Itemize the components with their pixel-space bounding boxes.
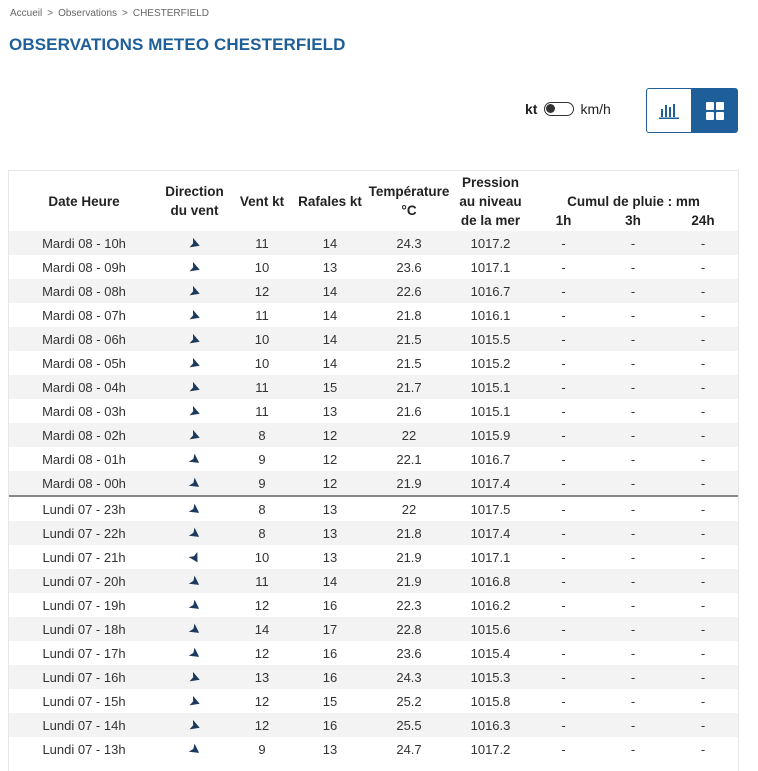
wind-direction-arrow-icon — [188, 333, 202, 347]
header-gusts: Rafales kt — [298, 193, 362, 209]
header-temperature — [366, 171, 452, 231]
breadcrumb-observations-link[interactable]: Observations — [58, 8, 118, 19]
cell-rain-24h: - — [700, 549, 706, 565]
wind-direction-arrow-icon — [188, 309, 202, 323]
header-pressure — [452, 171, 529, 231]
cell-wind: 10 — [230, 327, 294, 351]
cell-gusts: 12 — [322, 451, 338, 467]
table-row — [9, 641, 738, 665]
wind-direction-arrow-icon — [188, 599, 202, 613]
cell-rain-24h: - — [700, 451, 706, 467]
unit-kmh-label[interactable]: km/h — [580, 101, 611, 117]
cell-temperature: 21.5 — [366, 327, 452, 351]
cell-date: Mardi 08 - 09h — [42, 259, 126, 275]
header-direction-line1: Direction — [165, 184, 224, 199]
cell-direction — [159, 471, 230, 496]
cell-date: Mardi 08 - 10h — [9, 231, 159, 255]
cell-date: Lundi 07 - 20h — [9, 569, 159, 593]
header-rain-group: Cumul de pluie : mm — [567, 194, 700, 209]
cell-date: Lundi 07 - 18h — [9, 617, 159, 641]
cell-direction — [159, 496, 230, 521]
cell-direction — [159, 641, 230, 665]
cell-date: Mardi 08 - 01h — [42, 451, 126, 467]
cell-pressure: 1015.8 — [470, 693, 511, 709]
header-pressure-line1: Pression — [461, 174, 520, 190]
cell-gusts: 13 — [322, 549, 338, 565]
cell-gusts: 12 — [294, 423, 366, 447]
cell-pressure: 1015.1 — [470, 403, 511, 419]
table-row — [9, 593, 738, 617]
cell-wind: 9 — [258, 451, 266, 467]
cell-temperature: 22.1 — [396, 451, 422, 467]
cell-pressure: 1016.2 — [470, 597, 511, 613]
cell-rain-1h: - — [529, 521, 598, 545]
cell-direction — [159, 617, 230, 641]
cell-rain-1h: - — [561, 549, 566, 565]
table-row — [9, 351, 738, 375]
wind-direction-arrow-icon — [188, 429, 202, 443]
cell-direction — [159, 303, 230, 327]
header-wind: Vent kt — [239, 193, 285, 209]
cell-gusts: 14 — [294, 279, 366, 303]
wind-direction-arrow-icon — [188, 551, 202, 565]
cell-direction — [159, 689, 230, 713]
cell-rain-1h: - — [561, 403, 566, 419]
cell-temperature: 22.6 — [366, 279, 452, 303]
cell-wind: 10 — [254, 259, 270, 275]
wind-direction-arrow-icon — [188, 527, 202, 541]
cell-wind: 12 — [254, 645, 270, 661]
cell-rain-1h: - — [561, 307, 566, 323]
cell-rain-1h: - — [561, 355, 566, 371]
cell-pressure: 1015.6 — [452, 617, 529, 641]
cell-direction — [159, 423, 230, 447]
cell-rain-24h: - — [668, 496, 738, 521]
cell-rain-24h: - — [668, 279, 738, 303]
cell-temperature: 23.6 — [396, 645, 422, 661]
cell-rain-24h: - — [668, 617, 738, 641]
cell-pressure: 1015.5 — [452, 327, 529, 351]
wind-direction-arrow-icon — [188, 357, 202, 371]
cell-rain-1h: - — [529, 617, 598, 641]
cell-pressure: 1015.4 — [470, 645, 511, 661]
cell-pressure: 1015.1 — [452, 375, 529, 399]
cell-rain-3h: - — [598, 471, 668, 496]
cell-temperature: 22.3 — [396, 597, 422, 613]
cell-rain-3h: - — [598, 279, 668, 303]
cell-date: Lundi 07 - 19h — [42, 597, 126, 613]
table-row — [9, 521, 738, 545]
cell-date: Lundi 07 - 21h — [42, 549, 126, 565]
cell-gusts: 15 — [294, 375, 366, 399]
unit-kt-label[interactable]: kt — [525, 101, 538, 117]
breadcrumb-separator: > — [122, 8, 128, 19]
cell-gusts: 13 — [294, 521, 366, 545]
cell-rain-1h: - — [529, 665, 598, 689]
cell-rain-24h: - — [668, 665, 738, 689]
cell-rain-3h: - — [630, 741, 636, 757]
unit-toggle — [525, 101, 611, 117]
cell-date: Mardi 08 - 00h — [9, 471, 159, 496]
header-pressure-line2: au niveau — [459, 193, 522, 209]
cell-direction — [159, 351, 230, 375]
cell-temperature: 21.8 — [396, 307, 422, 323]
page-title: OBSERVATIONS METEO CHESTERFIELD — [9, 35, 346, 54]
cell-temperature: 21.7 — [366, 375, 452, 399]
cell-temperature: 25.5 — [366, 713, 452, 737]
cell-rain-24h: - — [668, 375, 738, 399]
observations-table — [9, 171, 738, 761]
cell-rain-24h: - — [668, 327, 738, 351]
cell-direction — [159, 545, 230, 569]
header-direction — [159, 171, 230, 231]
cell-rain-24h: - — [668, 231, 738, 255]
cell-gusts: 14 — [322, 355, 338, 371]
cell-direction — [159, 593, 230, 617]
cell-rain-3h: - — [598, 375, 668, 399]
cell-temperature: 23.6 — [396, 259, 422, 275]
cell-direction — [159, 255, 230, 279]
cell-rain-1h: - — [529, 713, 598, 737]
cell-gusts: 15 — [322, 693, 338, 709]
cell-date: Mardi 08 - 02h — [9, 423, 159, 447]
cell-gusts: 17 — [294, 617, 366, 641]
wind-direction-arrow-icon — [188, 647, 202, 661]
table-row — [9, 665, 738, 689]
wind-direction-arrow-icon — [188, 453, 202, 467]
cell-temperature: 21.5 — [396, 355, 422, 371]
cell-pressure: 1017.2 — [452, 231, 529, 255]
cell-direction — [159, 737, 230, 761]
cell-wind: 11 — [230, 569, 294, 593]
cell-direction — [159, 375, 230, 399]
cell-rain-24h: - — [700, 403, 706, 419]
table-row — [9, 303, 738, 327]
cell-pressure: 1017.5 — [452, 496, 529, 521]
cell-direction — [159, 713, 230, 737]
cell-wind: 11 — [230, 231, 294, 255]
cell-rain-24h: - — [668, 569, 738, 593]
cell-gusts: 16 — [322, 597, 338, 613]
cell-pressure: 1016.7 — [452, 279, 529, 303]
cell-wind: 8 — [230, 423, 294, 447]
cell-temperature: 21.9 — [366, 569, 452, 593]
cell-temperature: 24.7 — [396, 741, 422, 757]
cell-rain-3h: - — [630, 355, 636, 371]
cell-direction — [159, 447, 230, 471]
unit-switch[interactable] — [544, 102, 574, 116]
switch-knob — [546, 104, 555, 113]
cell-rain-24h: - — [668, 521, 738, 545]
cell-direction — [159, 327, 230, 351]
cell-pressure: 1017.4 — [452, 471, 529, 496]
cell-rain-24h: - — [700, 259, 706, 275]
cell-pressure: 1016.3 — [452, 713, 529, 737]
cell-rain-24h: - — [700, 307, 706, 323]
cell-date: Lundi 07 - 14h — [9, 713, 159, 737]
wind-direction-arrow-icon — [188, 237, 202, 251]
cell-rain-1h: - — [561, 741, 566, 757]
header-direction-line2: du vent — [170, 203, 219, 218]
cell-rain-3h: - — [598, 665, 668, 689]
cell-temperature: 21.9 — [396, 549, 422, 565]
cell-gusts: 13 — [322, 741, 338, 757]
cell-rain-1h: - — [561, 451, 566, 467]
cell-gusts: 13 — [294, 496, 366, 521]
cell-rain-24h: - — [668, 713, 738, 737]
cell-rain-1h: - — [529, 279, 598, 303]
cell-gusts: 16 — [322, 645, 338, 661]
cell-direction — [159, 521, 230, 545]
cell-wind: 12 — [254, 597, 270, 613]
cell-date: Lundi 07 - 13h — [42, 741, 126, 757]
cell-wind: 10 — [254, 355, 270, 371]
cell-wind: 12 — [230, 279, 294, 303]
cell-wind: 9 — [230, 471, 294, 496]
cell-direction — [159, 231, 230, 255]
cell-gusts: 14 — [294, 231, 366, 255]
wind-direction-arrow-icon — [188, 285, 202, 299]
cell-date: Lundi 07 - 17h — [42, 645, 126, 661]
cell-gusts: 13 — [322, 403, 338, 419]
cell-date: Mardi 08 - 05h — [42, 355, 126, 371]
chart-view-button[interactable] — [646, 88, 692, 133]
cell-temperature: 24.3 — [366, 665, 452, 689]
cell-pressure: 1017.1 — [470, 549, 511, 565]
observations-table-body — [9, 231, 738, 761]
cell-pressure: 1017.1 — [470, 259, 511, 275]
table-row — [9, 713, 738, 737]
cell-rain-24h: - — [668, 423, 738, 447]
header-pressure-line3: de la mer — [460, 212, 521, 228]
cell-wind: 14 — [230, 617, 294, 641]
cell-wind: 8 — [230, 521, 294, 545]
table-row — [9, 569, 738, 593]
cell-date: Lundi 07 - 23h — [9, 496, 159, 521]
cell-rain-3h: - — [598, 327, 668, 351]
grid-icon — [705, 101, 725, 121]
table-row — [9, 279, 738, 303]
cell-wind: 13 — [230, 665, 294, 689]
bar-chart-icon — [658, 102, 680, 120]
cell-pressure: 1015.2 — [470, 355, 511, 371]
table-row — [9, 496, 738, 521]
cell-gusts: 13 — [322, 259, 338, 275]
cell-rain-3h: - — [630, 451, 636, 467]
cell-wind: 10 — [254, 549, 270, 565]
cell-rain-24h: - — [700, 355, 706, 371]
cell-wind: 11 — [230, 375, 294, 399]
cell-rain-24h: - — [700, 597, 706, 613]
table-row — [9, 375, 738, 399]
cell-rain-24h: - — [700, 693, 706, 709]
table-row — [9, 447, 738, 471]
view-switcher — [646, 88, 738, 133]
header-rain-24h: 24h — [691, 213, 715, 228]
cell-rain-3h: - — [598, 569, 668, 593]
cell-rain-3h: - — [630, 403, 636, 419]
cell-rain-1h: - — [529, 496, 598, 521]
cell-gusts: 16 — [294, 713, 366, 737]
wind-direction-arrow-icon — [188, 503, 202, 517]
wind-direction-arrow-icon — [188, 477, 202, 491]
cell-temperature: 22.8 — [366, 617, 452, 641]
table-row — [9, 231, 738, 255]
cell-rain-3h: - — [630, 645, 636, 661]
cell-date: Mardi 08 - 08h — [9, 279, 159, 303]
cell-wind: 12 — [230, 713, 294, 737]
cell-rain-3h: - — [598, 423, 668, 447]
cell-date: Lundi 07 - 16h — [9, 665, 159, 689]
breadcrumb — [10, 8, 209, 19]
cell-temperature: 21.6 — [396, 403, 422, 419]
breadcrumb-home-link[interactable]: Accueil — [10, 8, 43, 19]
cell-direction — [159, 279, 230, 303]
table-row — [9, 471, 738, 496]
cell-gusts: 14 — [294, 327, 366, 351]
cell-gusts: 12 — [294, 471, 366, 496]
cell-wind: 12 — [254, 693, 270, 709]
cell-rain-1h: - — [561, 693, 566, 709]
table-row — [9, 737, 738, 761]
cell-pressure: 1016.7 — [470, 451, 511, 467]
cell-rain-3h: - — [598, 521, 668, 545]
cell-rain-24h: - — [668, 471, 738, 496]
cell-rain-1h: - — [529, 231, 598, 255]
wind-direction-arrow-icon — [188, 719, 202, 733]
wind-direction-arrow-icon — [188, 671, 202, 685]
cell-temperature: 21.9 — [366, 471, 452, 496]
cell-rain-3h: - — [598, 496, 668, 521]
cell-date: Lundi 07 - 15h — [42, 693, 126, 709]
cell-pressure: 1015.9 — [452, 423, 529, 447]
cell-date: Mardi 08 - 04h — [9, 375, 159, 399]
wind-direction-arrow-icon — [188, 261, 202, 275]
cell-date: Lundi 07 - 22h — [9, 521, 159, 545]
header-date: Date Heure — [48, 193, 120, 209]
wind-direction-arrow-icon — [188, 623, 202, 637]
table-row — [9, 327, 738, 351]
table-row — [9, 399, 738, 423]
breadcrumb-current: CHESTERFIELD — [132, 8, 209, 19]
cell-rain-1h: - — [529, 375, 598, 399]
cell-wind: 9 — [258, 741, 266, 757]
observations-table-container — [8, 170, 739, 771]
cell-gusts: 14 — [294, 569, 366, 593]
cell-pressure: 1016.1 — [470, 307, 511, 323]
header-rain-3h: 3h — [625, 213, 641, 228]
table-row — [9, 545, 738, 569]
cell-rain-24h: - — [700, 741, 706, 757]
cell-pressure: 1015.3 — [452, 665, 529, 689]
cell-wind: 11 — [255, 307, 269, 323]
cell-pressure: 1016.8 — [452, 569, 529, 593]
header-rain-1h: 1h — [555, 213, 572, 228]
cell-rain-3h: - — [598, 617, 668, 641]
wind-direction-arrow-icon — [188, 575, 202, 589]
cell-temperature: 25.2 — [396, 693, 422, 709]
cell-temperature: 22 — [366, 423, 452, 447]
cell-direction — [159, 399, 230, 423]
header-temperature-line1: Température — [368, 184, 450, 199]
cell-gusts: 16 — [294, 665, 366, 689]
wind-direction-arrow-icon — [188, 381, 202, 395]
header-temperature-line2: °C — [401, 203, 417, 218]
wind-direction-arrow-icon — [188, 743, 202, 757]
wind-direction-arrow-icon — [188, 405, 202, 419]
cell-rain-1h: - — [529, 569, 598, 593]
cell-temperature: 22 — [366, 496, 452, 521]
cell-pressure: 1017.2 — [470, 741, 511, 757]
table-row — [9, 617, 738, 641]
cell-wind: 11 — [255, 403, 269, 419]
cell-rain-1h: - — [561, 645, 566, 661]
cell-rain-1h: - — [529, 471, 598, 496]
cell-rain-1h: - — [561, 597, 566, 613]
cell-rain-24h: - — [700, 645, 706, 661]
wind-direction-arrow-icon — [188, 695, 202, 709]
cell-temperature: 24.3 — [366, 231, 452, 255]
table-row — [9, 689, 738, 713]
cell-rain-3h: - — [630, 693, 636, 709]
cell-rain-3h: - — [598, 231, 668, 255]
breadcrumb-separator: > — [47, 8, 54, 19]
cell-rain-1h: - — [561, 259, 566, 275]
cell-rain-3h: - — [630, 597, 636, 613]
cell-direction — [159, 569, 230, 593]
cell-date: Mardi 08 - 07h — [42, 307, 126, 323]
cell-date: Mardi 08 - 03h — [42, 403, 126, 419]
cell-direction — [159, 665, 230, 689]
cell-date: Mardi 08 - 06h — [9, 327, 159, 351]
cell-rain-3h: - — [630, 307, 636, 323]
cell-rain-1h: - — [529, 327, 598, 351]
table-view-button[interactable] — [692, 88, 738, 133]
table-row — [9, 255, 738, 279]
cell-rain-3h: - — [630, 259, 636, 275]
cell-gusts: 14 — [322, 307, 338, 323]
cell-rain-3h: - — [598, 713, 668, 737]
cell-temperature: 21.8 — [366, 521, 452, 545]
cell-rain-3h: - — [630, 549, 636, 565]
cell-pressure: 1017.4 — [452, 521, 529, 545]
table-row — [9, 423, 738, 447]
cell-rain-1h: - — [529, 423, 598, 447]
cell-wind: 8 — [230, 496, 294, 521]
